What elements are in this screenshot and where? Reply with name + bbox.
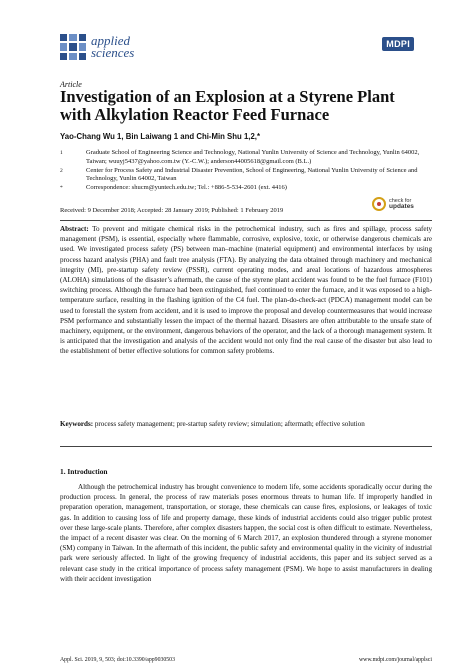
publisher-name: MDPI — [382, 37, 414, 51]
affiliation-text: Correspondence: shucm@yuntech.edu.tw; Tel.: +886-5-534-2601 (ext. 4416) — [86, 184, 287, 191]
abstract-top-rule — [60, 220, 432, 221]
affiliation-text: Graduate School of Engineering Science and Technology, National Yunlin University of Science and Technology, Yunlin 64002, Taiwan; wuuyj5437@yahoo.com.tw (Y.-C.W.); anderson44005618@gmail.com (B.L.) — [86, 149, 420, 165]
journal-name-line2: sciences — [91, 45, 135, 60]
abstract — [60, 224, 432, 357]
publisher-logo — [382, 37, 414, 51]
footer-url[interactable]: www.mdpi.com/journal/applsci — [358, 657, 432, 663]
author-list: Yao-Chang Wu 1, Bin Laiwang 1 and Chi-Min Shu 1,2,* — [60, 132, 260, 141]
keywords — [60, 419, 432, 429]
affiliation-mark: * — [60, 185, 63, 191]
affiliation-mark: 1 — [60, 150, 63, 156]
footer-citation: Appl. Sci. 2019, 9, 503; doi:10.3390/app9030503 — [60, 657, 175, 663]
abstract-text: To prevent and mitigate chemical risks in the petrochemical industry, such as fires and spillage, process safety management (PSM), is essential, especially where flammable, corrosive, explosive, toxic, or otherwise dangerous chemicals are used. We investigated process safety (PS) between man–machine (material equipment) and environmental interfaces by using process hazard analysis (PHA) and fault tree analysis (FTA). By analyzing the data obtained through machinery and mechanical integrity (MI), pre-startup safety review (PSSR), current operating modes, and areal locations of hazardous atmospheres (ALOHA) simulations of the disaster’s aftermath, the cause of the styrene plant accident was found to be the fuel furnace (F101) switching process. Although the furnace had been extinguished, fuel continued to enter the furnace, and it was exposed to a high-temperature surface, resulting in the flashing ignition of the C4 fuel. The plan-do-check-act (PDCA) management model can be used to forestall the system from accident, and it is used to improve the proposal and develop countermeasures that would increase PSM performance and substantially lessen the impact of the thermal hazard. Disasters are often attributable to the unsafe state of machinery, equipment, or the environment, dangerous behaviors of the operator, and the lack of a thorough management system. It is anticipated that the investigation and analysis of the accident would not only find the real cause of the disaster but also lead to the establishment of better effective solutions for common safety problems. — [60, 225, 432, 356]
abstract-label: Abstract: — [60, 225, 89, 233]
affiliations — [60, 149, 432, 193]
correspondence — [60, 184, 432, 193]
affiliation-text: Center for Process Safety and Industrial Disaster Prevention, School of Engineering, National Yunlin University of Science and Technology, Yunlin 64002, Taiwan — [86, 166, 418, 182]
affiliation-1 — [60, 149, 432, 166]
keywords-bottom-rule — [60, 446, 432, 447]
check-updates-line2: updates — [389, 203, 414, 210]
affiliation-2 — [60, 167, 432, 184]
journal-name — [91, 35, 134, 59]
introduction-paragraph: Although the petrochemical industry has brought convenience to modern life, some accidents sporadically occur during the production process. In general, the process of raw materials poses enormous threats to human life. If improperly handled in preparation operation, management, transportation, or storage, these chemicals can cause fires, explosions, or leakages of toxic gas. In addition to causing loss of life and property damage, these kinds of industrial accidents could also trigger public protest over these large-scale plants. Therefore, after complex disasters happen, the social cost is often difficult to estimate. Nevertheless, the impact of a recent disaster was clear. On the morning of 6 March 2017, an explosion thundered through a styrene monomer (SM) company in Taiwan. In the aftermath of this incident, the public safety and environmental quality in the vicinity of industrial park were seriously affected. In light of the growing frequency of industrial accidents, this paper and its subject served as a relevant case study in the critical importance of process safety management (PSM). We hope to assist manufacturers in dealing with their accident investigation — [60, 483, 432, 583]
check-updates-text — [389, 198, 414, 210]
keywords-text: process safety management; pre-startup safety review; simulation; aftermath; effective solution — [93, 420, 365, 428]
journal-emblem-icon — [60, 34, 86, 60]
journal-name-line1: applied — [91, 33, 130, 48]
check-updates-line1: check for — [389, 198, 412, 204]
check-for-updates-badge[interactable] — [372, 197, 414, 211]
affiliation-mark: 2 — [60, 167, 63, 174]
journal-logo — [60, 34, 134, 60]
keywords-label: Keywords: — [60, 420, 94, 428]
section-heading: 1. Introduction — [60, 467, 108, 476]
publication-dates: Received: 9 December 2018; Accepted: 28 January 2019; Published: 1 February 2019 — [60, 207, 284, 214]
article-type: Article — [60, 80, 82, 89]
check-updates-icon — [372, 197, 386, 211]
paper-title: Investigation of an Explosion at a Styrene Plant with Alkylation Reactor Feed Furnace — [60, 87, 395, 124]
